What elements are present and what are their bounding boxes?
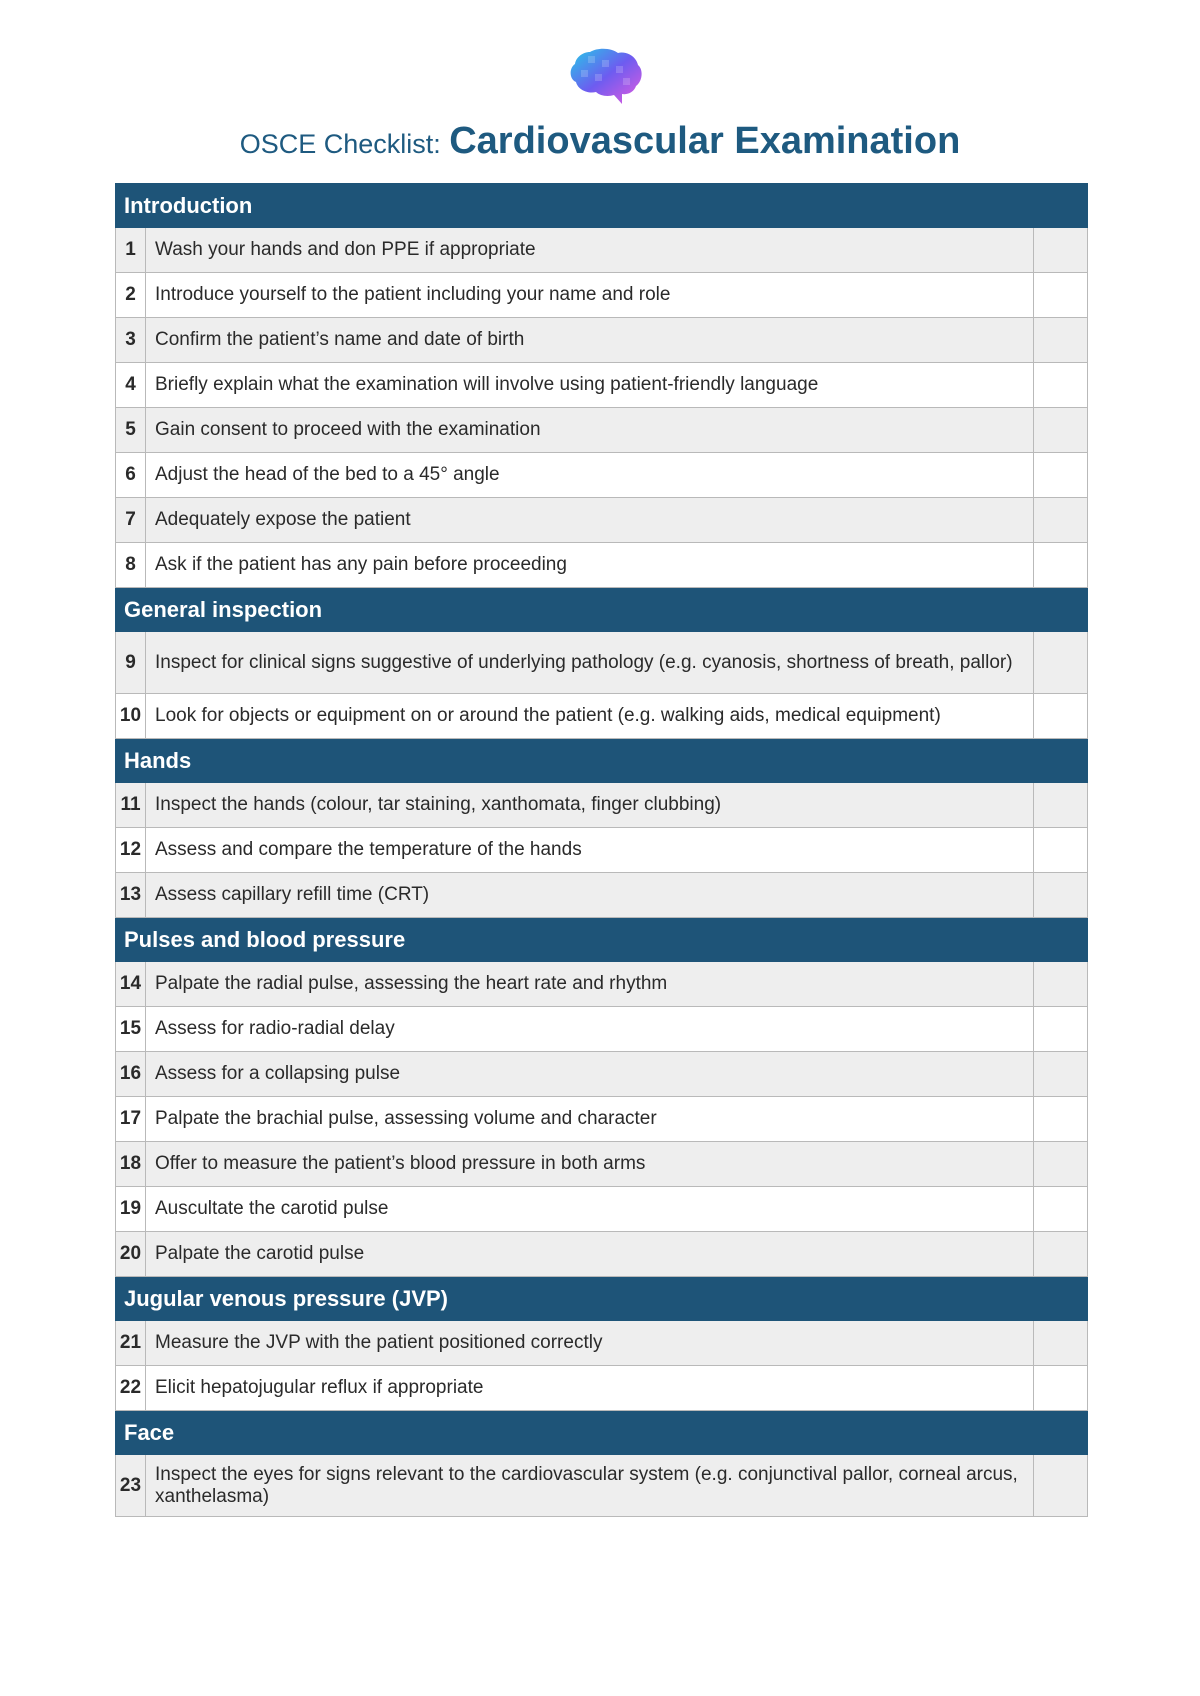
item-checkbox[interactable] bbox=[1034, 828, 1088, 873]
item-number: 18 bbox=[116, 1142, 146, 1187]
item-checkbox[interactable] bbox=[1034, 453, 1088, 498]
checklist-item bbox=[116, 1455, 1088, 1517]
section-title: Jugular venous pressure (JVP) bbox=[116, 1277, 1088, 1321]
item-number: 22 bbox=[116, 1366, 146, 1411]
item-text: Introduce yourself to the patient including your name and role bbox=[146, 273, 1034, 318]
item-text: Inspect for clinical signs suggestive of underlying pathology (e.g. cyanosis, shortness of breath, pallor) bbox=[146, 632, 1034, 694]
brain-icon bbox=[568, 48, 644, 108]
title-prefix: OSCE Checklist: bbox=[239, 129, 441, 159]
item-number: 19 bbox=[116, 1187, 146, 1232]
item-checkbox[interactable] bbox=[1034, 1232, 1088, 1277]
section-title: Pulses and blood pressure bbox=[116, 918, 1088, 962]
checklist-item bbox=[116, 498, 1088, 543]
item-number: 12 bbox=[116, 828, 146, 873]
item-checkbox[interactable] bbox=[1034, 694, 1088, 739]
item-text: Wash your hands and don PPE if appropriate bbox=[146, 228, 1034, 273]
item-checkbox[interactable] bbox=[1034, 1321, 1088, 1366]
item-number: 8 bbox=[116, 543, 146, 588]
item-checkbox[interactable] bbox=[1034, 543, 1088, 588]
item-number: 3 bbox=[116, 318, 146, 363]
item-number: 17 bbox=[116, 1097, 146, 1142]
item-number: 13 bbox=[116, 873, 146, 918]
item-text: Palpate the radial pulse, assessing the heart rate and rhythm bbox=[146, 962, 1034, 1007]
item-number: 23 bbox=[116, 1455, 146, 1517]
item-checkbox[interactable] bbox=[1034, 1142, 1088, 1187]
item-checkbox[interactable] bbox=[1034, 273, 1088, 318]
item-text: Inspect the eyes for signs relevant to the cardiovascular system (e.g. conjunctival pallor, corneal arcus, xanthelasma) bbox=[146, 1455, 1034, 1517]
item-number: 21 bbox=[116, 1321, 146, 1366]
title-main: Cardiovascular Examination bbox=[449, 120, 961, 162]
item-text: Look for objects or equipment on or around the patient (e.g. walking aids, medical equipment) bbox=[146, 694, 1034, 739]
item-text: Palpate the carotid pulse bbox=[146, 1232, 1034, 1277]
item-text: Measure the JVP with the patient positioned correctly bbox=[146, 1321, 1034, 1366]
item-checkbox[interactable] bbox=[1034, 1366, 1088, 1411]
checklist-item bbox=[116, 873, 1088, 918]
item-number: 16 bbox=[116, 1052, 146, 1097]
item-text: Confirm the patient’s name and date of birth bbox=[146, 318, 1034, 363]
checklist-item bbox=[116, 1366, 1088, 1411]
checklist-item bbox=[116, 273, 1088, 318]
item-checkbox[interactable] bbox=[1034, 408, 1088, 453]
checklist-item bbox=[116, 1187, 1088, 1232]
checklist-item bbox=[116, 1052, 1088, 1097]
item-checkbox[interactable] bbox=[1034, 1007, 1088, 1052]
item-number: 2 bbox=[116, 273, 146, 318]
item-number: 1 bbox=[116, 228, 146, 273]
checklist-item bbox=[116, 1321, 1088, 1366]
checklist-item bbox=[116, 632, 1088, 694]
checklist-item bbox=[116, 453, 1088, 498]
item-text: Assess and compare the temperature of the hands bbox=[146, 828, 1034, 873]
section-title: Introduction bbox=[116, 184, 1088, 228]
checklist-item bbox=[116, 1232, 1088, 1277]
item-checkbox[interactable] bbox=[1034, 1455, 1088, 1517]
item-number: 9 bbox=[116, 632, 146, 694]
checklist-item bbox=[116, 228, 1088, 273]
section-header bbox=[116, 918, 1088, 962]
item-number: 7 bbox=[116, 498, 146, 543]
checklist-item bbox=[116, 408, 1088, 453]
item-checkbox[interactable] bbox=[1034, 1097, 1088, 1142]
item-text: Palpate the brachial pulse, assessing volume and character bbox=[146, 1097, 1034, 1142]
checklist-item bbox=[116, 783, 1088, 828]
item-text: Adjust the head of the bed to a 45° angle bbox=[146, 453, 1034, 498]
checklist-item bbox=[116, 962, 1088, 1007]
item-text: Inspect the hands (colour, tar staining, xanthomata, finger clubbing) bbox=[146, 783, 1034, 828]
item-number: 15 bbox=[116, 1007, 146, 1052]
item-text: Assess for a collapsing pulse bbox=[146, 1052, 1034, 1097]
item-text: Elicit hepatojugular reflux if appropriate bbox=[146, 1366, 1034, 1411]
section-title: General inspection bbox=[116, 588, 1088, 632]
section-header bbox=[116, 1277, 1088, 1321]
section-header bbox=[116, 588, 1088, 632]
item-checkbox[interactable] bbox=[1034, 783, 1088, 828]
checklist-item bbox=[116, 1097, 1088, 1142]
checklist-item bbox=[116, 828, 1088, 873]
item-text: Gain consent to proceed with the examination bbox=[146, 408, 1034, 453]
item-checkbox[interactable] bbox=[1034, 363, 1088, 408]
item-number: 14 bbox=[116, 962, 146, 1007]
item-text: Briefly explain what the examination will involve using patient-friendly language bbox=[146, 363, 1034, 408]
item-text: Assess capillary refill time (CRT) bbox=[146, 873, 1034, 918]
checklist-item bbox=[116, 318, 1088, 363]
item-number: 4 bbox=[116, 363, 146, 408]
checklist-item bbox=[116, 1142, 1088, 1187]
checklist-item bbox=[116, 1007, 1088, 1052]
checklist-item bbox=[116, 694, 1088, 739]
item-text: Auscultate the carotid pulse bbox=[146, 1187, 1034, 1232]
section-header bbox=[116, 739, 1088, 783]
item-text: Offer to measure the patient’s blood pressure in both arms bbox=[146, 1142, 1034, 1187]
item-number: 5 bbox=[116, 408, 146, 453]
item-checkbox[interactable] bbox=[1034, 498, 1088, 543]
item-checkbox[interactable] bbox=[1034, 873, 1088, 918]
item-number: 11 bbox=[116, 783, 146, 828]
section-title: Face bbox=[116, 1411, 1088, 1455]
item-text: Ask if the patient has any pain before proceeding bbox=[146, 543, 1034, 588]
item-text: Assess for radio-radial delay bbox=[146, 1007, 1034, 1052]
item-checkbox[interactable] bbox=[1034, 318, 1088, 363]
item-checkbox[interactable] bbox=[1034, 228, 1088, 273]
section-header bbox=[116, 1411, 1088, 1455]
checklist-item bbox=[116, 363, 1088, 408]
item-checkbox[interactable] bbox=[1034, 962, 1088, 1007]
item-number: 10 bbox=[116, 694, 146, 739]
item-text: Adequately expose the patient bbox=[146, 498, 1034, 543]
page-title bbox=[0, 120, 1200, 163]
section-title: Hands bbox=[116, 739, 1088, 783]
item-checkbox[interactable] bbox=[1034, 632, 1088, 694]
checklist-table bbox=[115, 183, 1088, 1517]
checklist-item bbox=[116, 543, 1088, 588]
item-checkbox[interactable] bbox=[1034, 1052, 1088, 1097]
item-checkbox[interactable] bbox=[1034, 1187, 1088, 1232]
item-number: 6 bbox=[116, 453, 146, 498]
section-header bbox=[116, 184, 1088, 228]
item-number: 20 bbox=[116, 1232, 146, 1277]
